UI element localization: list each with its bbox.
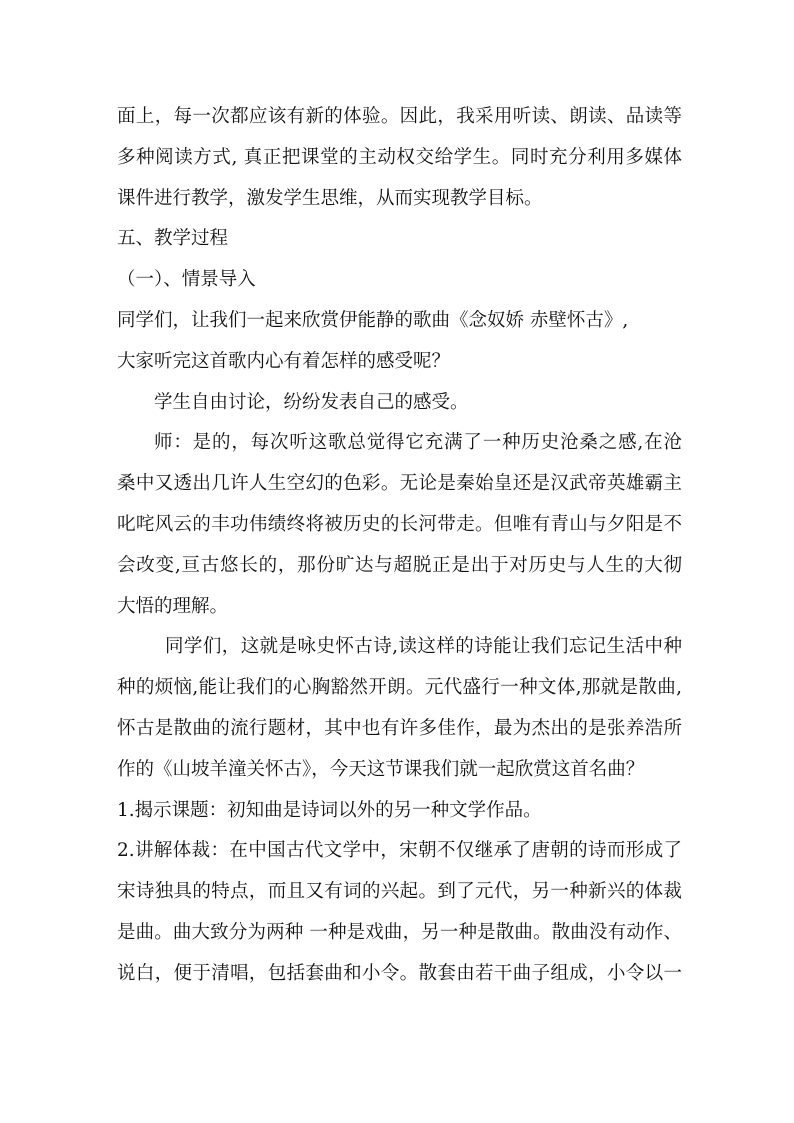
paragraph-line: 大悟的理解。 [117, 595, 229, 617]
paragraph-line: 面上，每一次都应该有新的体验。因此，我采用听读、朗读、品读等 [117, 106, 682, 127]
paragraph-line: 说白，便于清唱，包括套曲和小令。散套由若干曲子组成，小令以一 [117, 962, 682, 984]
list-item: 2.讲解体裁：在中国古代文学中，宋朝不仅继承了唐朝的诗而形成了 [117, 840, 682, 862]
paragraph-line: 是曲。曲大致分为两种 一种是戏曲，另一种是散曲。散曲没有动作、 [117, 921, 682, 943]
paragraph-line: 桑中又透出几许人生空幻的色彩。无论是秦始皇还是汉武帝英雄霸主 [117, 473, 682, 495]
paragraph-line: 种的烦恼,能让我们的心胸豁然开朗。元代盛行一种文体,那就是散曲, [117, 677, 682, 699]
paragraph-line: 大家听完这首歌内心有着怎样的感受呢？ [117, 350, 451, 372]
paragraph-line: 师：是的，每次听这歌总觉得它充满了一种历史沧桑之感,在沧 [154, 432, 682, 454]
paragraph-line: 作的《山坡羊潼关怀古》，今天这节课我们就一起欣赏这首名曲？ [117, 758, 645, 780]
section-heading: 五、教学过程 [117, 228, 229, 250]
paragraph-line: 同学们，让我们一起来欣赏伊能静的歌曲《念奴娇 赤壁怀古》, [117, 309, 629, 331]
paragraph-line: 叱咤风云的丰功伟绩终将被历史的长河带走。但唯有青山与夕阳是不 [117, 513, 682, 535]
paragraph-line: 怀古是散曲的流行题材，其中也有许多佳作，最为杰出的是张养浩所 [117, 717, 682, 739]
paragraph-line: 会改变,亘古悠长的，那份旷达与超脱正是出于对历史与人生的大彻 [117, 554, 682, 576]
paragraph-line: 学生自由讨论，纷纷发表自己的感受。 [154, 391, 469, 413]
subsection-heading: （一）、情景导入 [117, 269, 256, 291]
paragraph-line: 课件进行教学，激发学生思维，从而实现教学目标。 [117, 187, 543, 209]
paragraph-line: 宋诗独具的特点，而且又有词的兴起。到了元代，另一种新兴的体裁 [117, 881, 682, 903]
paragraph-line: 多种阅读方式, 真正把课堂的主动权交给学生。同时充分利用多媒体 [117, 146, 682, 168]
document-body [117, 97, 682, 995]
list-item: 1.揭示课题：初知曲是诗词以外的另一种文学作品。 [117, 799, 542, 821]
paragraph-line: 同学们，这就是咏史怀古诗,读这样的诗能让我们忘记生活中种 [165, 636, 682, 658]
